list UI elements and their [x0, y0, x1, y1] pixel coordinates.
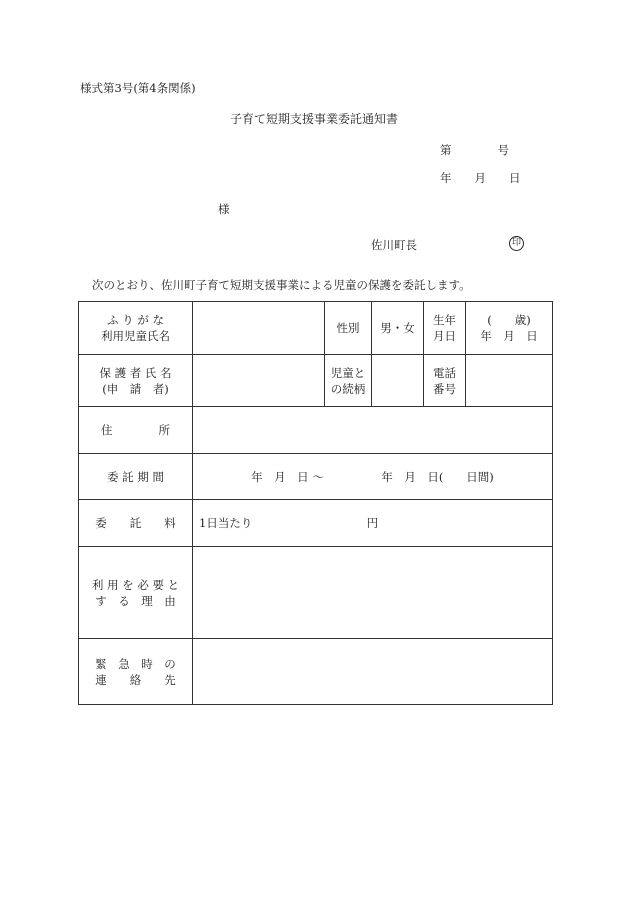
document-title: 子育て短期支援事業委託通知書 [230, 112, 399, 126]
relation-label-cell [325, 355, 372, 407]
document-date-line: 年 月 日 [440, 171, 521, 185]
phone-label-line2: 番号 [433, 381, 456, 396]
guardian-name-field[interactable] [193, 355, 325, 407]
birth-label-line1: 生年 [433, 313, 456, 327]
table-row [79, 302, 553, 355]
birth-date-field[interactable] [466, 302, 553, 355]
table-row [79, 355, 553, 407]
birth-date-line: 年 月 日 [480, 329, 538, 343]
emergency-label-line1: 緊 急 時 の [95, 656, 176, 671]
furigana-label: ふ り が な [107, 313, 164, 327]
table-row [79, 639, 553, 705]
reason-field[interactable] [193, 547, 553, 639]
address-label: 住 所 [79, 407, 193, 454]
phone-field[interactable] [466, 355, 553, 407]
birth-label-line2: 月日 [433, 329, 456, 343]
period-label: 委 託 期 間 [79, 454, 193, 500]
relation-label-line1: 児童と [330, 365, 366, 380]
phone-label-line1: 電話 [433, 365, 456, 380]
reason-label-line2: す る 理 由 [95, 593, 176, 608]
emergency-label-line2: 連 絡 先 [95, 672, 176, 687]
guardian-label-cell [79, 355, 193, 407]
relation-field[interactable] [372, 355, 424, 407]
fee-field[interactable] [193, 500, 553, 547]
period-value: 年 月 日 〜 年 月 日( 日間) [251, 469, 494, 484]
gender-label: 性別 [325, 302, 372, 355]
fee-label: 委 託 料 [79, 500, 193, 547]
applicant-label: (申 請 者) [102, 381, 169, 396]
intro-text: 次のとおり、佐川町子育て短期支援事業による児童の保護を委託します。 [92, 278, 471, 292]
reason-label-cell [79, 547, 193, 639]
child-name-label-cell [79, 302, 193, 355]
fee-per-day-label: 1日当たり [199, 516, 253, 530]
birth-date-label-cell [424, 302, 466, 355]
reason-label-line1: 利 用 を 必 要 と [91, 577, 180, 592]
fee-unit-label: 円 [366, 516, 379, 530]
table-row [79, 454, 553, 500]
period-field[interactable] [193, 454, 553, 500]
seal-mark: 印 [509, 236, 524, 251]
addressee-honorific: 様 [218, 202, 230, 216]
table-row [79, 500, 553, 547]
table-row [79, 407, 553, 454]
relation-label-line2: の続柄 [330, 381, 366, 396]
gender-options[interactable]: 男・女 [372, 302, 424, 355]
sender-name: 佐川町長 [371, 238, 417, 252]
entrustment-form-table [78, 301, 553, 705]
form-number-label: 様式第3号(第4条関係) [80, 81, 196, 95]
child-name-label: 利用児童氏名 [101, 329, 170, 343]
phone-label-cell [424, 355, 466, 407]
address-field[interactable] [193, 407, 553, 454]
emergency-contact-field[interactable] [193, 639, 553, 705]
age-line: ( 歳) [487, 313, 531, 327]
table-row [79, 547, 553, 639]
document-number-line: 第 号 [440, 143, 509, 157]
emergency-label-cell [79, 639, 193, 705]
guardian-label: 保 護 者 氏 名 [99, 365, 172, 380]
child-name-field[interactable] [193, 302, 325, 355]
